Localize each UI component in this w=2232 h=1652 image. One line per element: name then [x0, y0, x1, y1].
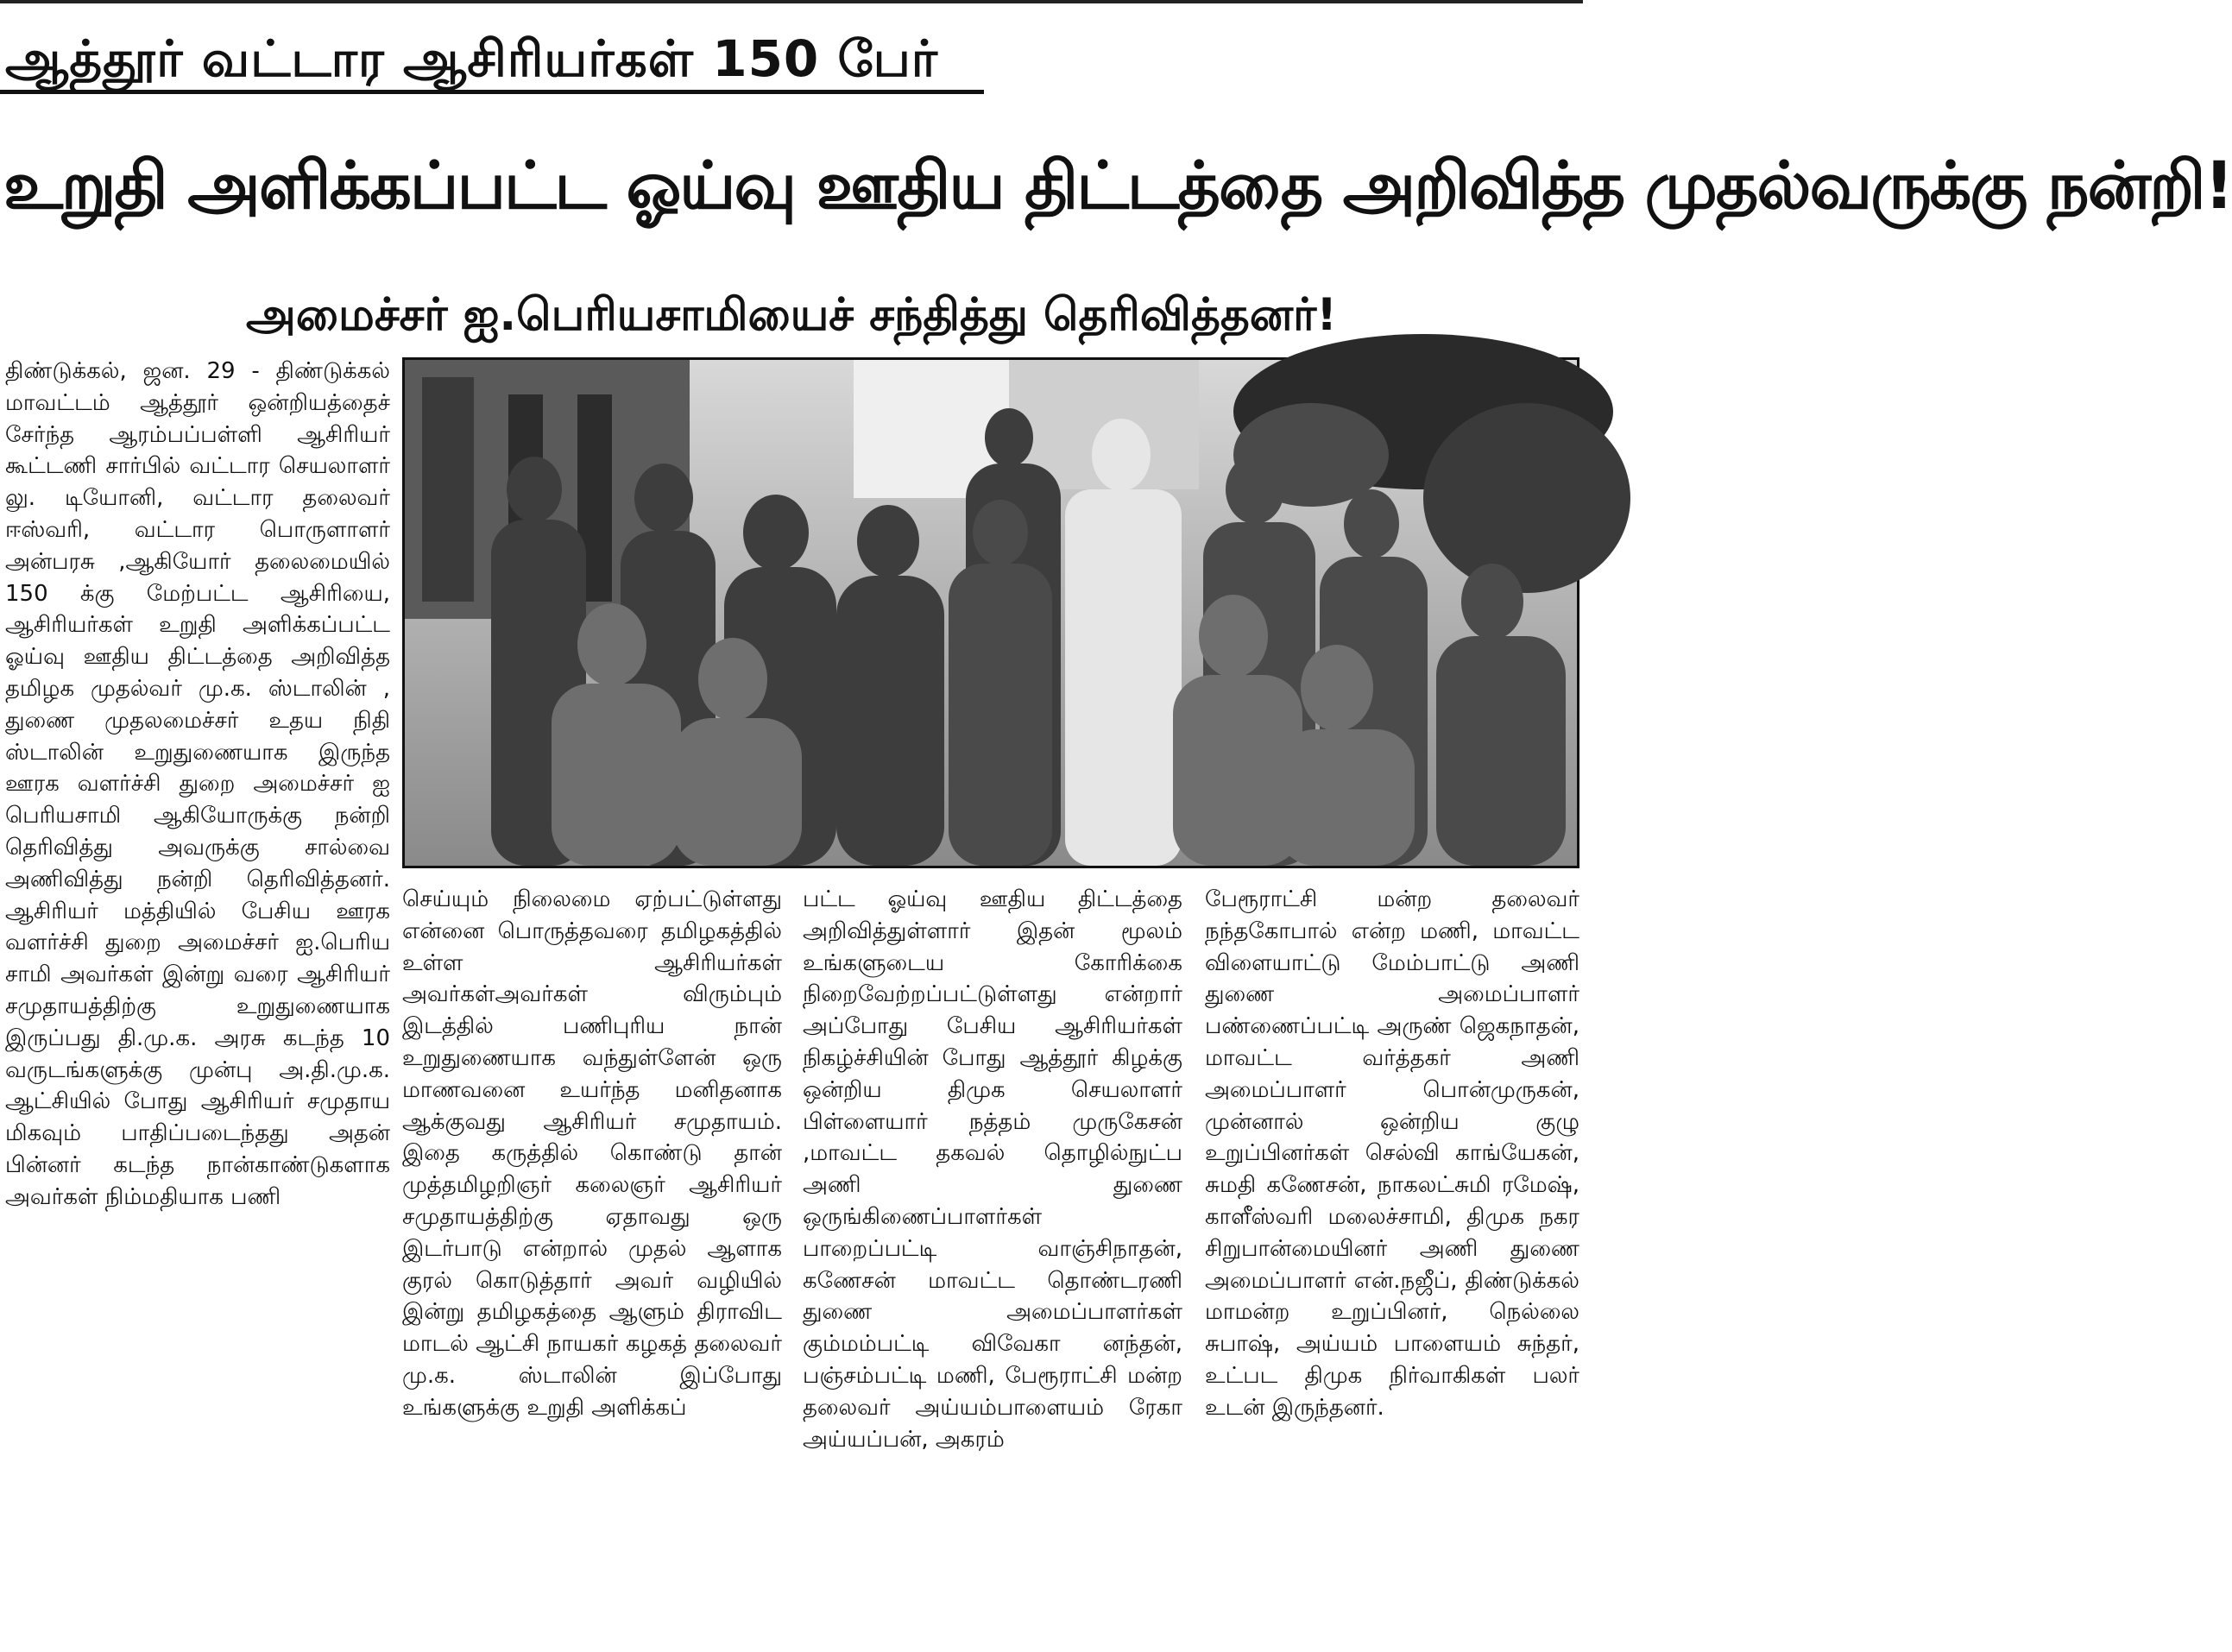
sub-headline: அமைச்சர் ஐ.பெரியசாமியைச் சந்தித்து தெரிவித்தனர்! — [245, 289, 1338, 341]
news-photo-illustration — [405, 360, 1577, 866]
column-4-text: பேரூராட்சி மன்ற தலைவர் நந்தகோபால் என்ற மணி, மாவட்ட விளையாட்டு மேம்பாட்டு அணி துணை அமைப்பாளர் பண்ணைப்பட்டி அருண் ஜெகநாதன், மாவட்ட வர்த்தகர் அணி அமைப்பாளர் பொன்முருகன், முன்னால் ஒன்றிய குழு உறுப்பினர்கள் செல்வி காங்யேகன், சுமதி கணேசன், நாகலட்சுமி ரமேஷ், காளீஸ்வரி மலைச்சாமி, திமுக நகர சிறுபான்மையினர் அணி துணை அமைப்பாளர் என்.நஜீப், திண்டுக்கல் மாமன்ற உறுப்பினர், நெல்லை சுபாஷ், அய்யம் பாளையம் சுந்தர், உட்பட திமுக நிர்வாகிகள் பலர் உடன் இருந்தனர். — [1205, 886, 1579, 1421]
kicker-headline: ஆத்தூர் வட்டார ஆசிரியர்கள் 150 பேர் — [5, 29, 939, 88]
kicker-underline — [0, 90, 984, 94]
article-column-4 — [1205, 884, 1579, 1647]
article-column-3 — [803, 884, 1182, 1647]
news-photo — [402, 357, 1579, 868]
top-rule — [0, 0, 1583, 3]
article-column-1 — [5, 356, 390, 1647]
main-headline: உறுதி அளிக்கப்பட்ட ஓய்வு ஊதிய திட்டத்தை அறிவித்த முதல்வருக்கு நன்றி! — [3, 147, 2232, 224]
column-1-text: திண்டுக்கல், ஜன. 29 - திண்டுக்கல் மாவட்டம் ஆத்தூர் ஒன்றியத்தைச் சேர்ந்த ஆரம்பப்பள்ளி ஆசிரியர் கூட்டணி சார்பில் வட்டார செயலாளர் லு. டியோனி, வட்டார தலைவர் ஈஸ்வரி, வட்டார பொருளாளர் அன்பரசு ,ஆகியோர் தலைமையில் 150 க்கு மேற்பட்ட ஆசிரியை, ஆசிரியர்கள் உறுதி அளிக்கப்பட்ட ஓய்வு ஊதிய திட்டத்தை அறிவித்த தமிழக முதல்வர் மு.க. ஸ்டாலின் , துணை முதலமைச்சர் உதய நிதி ஸ்டாலின் உறுதுணையாக இருந்த ஊரக வளர்ச்சி துறை அமைச்சர் ஐ பெரியசாமி ஆகியோருக்கு நன்றி தெரிவித்து அவருக்கு சால்வை அணிவித்து நன்றி தெரிவித்தனர். ஆசிரியர் மத்தியில் பேசிய ஊரக வளர்ச்சி துறை அமைச்சர் ஐ.பெரிய சாமி அவர்கள் இன்று வரை ஆசிரியர் சமுதாயத்திற்கு உறுதுணையாக இருப்பது தி.மு.க. அரசு கடந்த 10 வருடங்களுக்கு முன்பு அ.தி.மு.க. ஆட்சியில் போது ஆசிரியர் சமுதாய மிகவும் பாதிப்படைந்தது அதன் பின்னர் கடந்த நான்காண்டுகளாக அவர்கள் நிம்மதியாக பணி — [5, 358, 390, 1210]
column-2-text: செய்யும் நிலைமை ஏற்பட்டுள்ளது என்னை பொருத்தவரை தமிழகத்தில் உள்ள ஆசிரியர்கள் அவர்கள்அவர்கள் விரும்பும் இடத்தில் பணிபுரிய நான் உறுதுணையாக வந்துள்ளேன் ஒரு மாணவனை உயர்ந்த மனிதனாக ஆக்குவது ஆசிரியர் சமுதாயம். இதை கருத்தில் கொண்டு தான் முத்தமிழறிஞர் கலைஞர் ஆசிரியர் சமுதாயத்திற்கு ஏதாவது ஒரு இடர்பாடு என்றால் முதல் ஆளாக குரல் கொடுத்தார் அவர் வழியில் இன்று தமிழகத்தை ஆளும் திராவிட மாடல் ஆட்சி நாயகர் கழகத் தலைவர் மு.க. ஸ்டாலின் இப்போது உங்களுக்கு உறுதி அளிக்கப் — [402, 886, 782, 1421]
column-3-text: பட்ட ஓய்வு ஊதிய திட்டத்தை அறிவித்துள்ளார் இதன் மூலம் உங்களுடைய கோரிக்கை நிறைவேற்றப்பட்டுள்ளது என்றார் அப்போது பேசிய ஆசிரியர்கள் நிகழ்ச்சியின் போது ஆத்தூர் கிழக்கு ஒன்றிய திமுக செயலாளர் பிள்ளையார் நத்தம் முருகேசன் ,மாவட்ட தகவல் தொழில்நுட்ப அணி துணை ஒருங்கிணைப்பாளர்கள் பாறைப்பட்டி வாஞ்சிநாதன், கணேசன் மாவட்ட தொண்டரணி துணை அமைப்பாளர்கள் கும்மம்பட்டி விவேகா னந்தன், பஞ்சம்பட்டி மணி, பேரூராட்சி மன்ற தலைவர் அய்யம்பாளையம் ரேகா அய்யப்பன், அகரம் — [803, 886, 1182, 1453]
article-column-2 — [402, 884, 782, 1647]
